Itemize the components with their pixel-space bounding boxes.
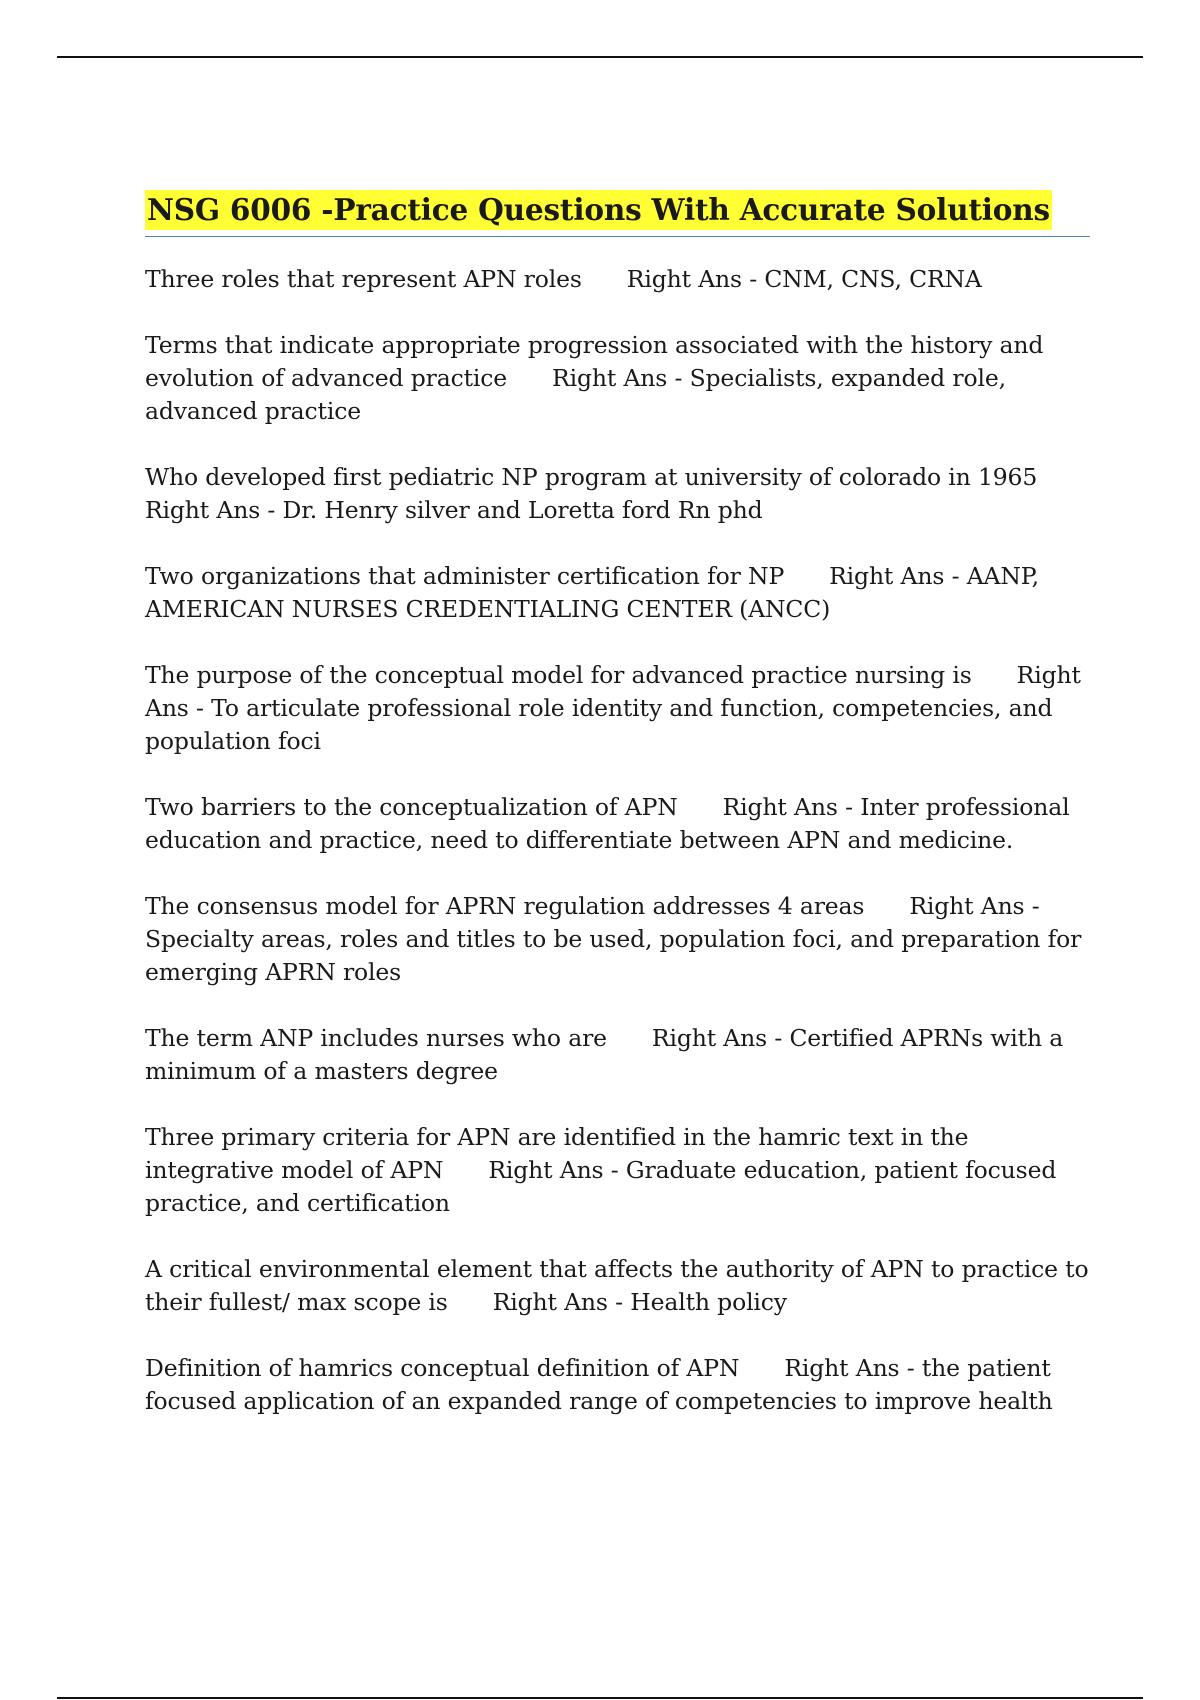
qa-item bbox=[145, 890, 1090, 989]
question-text: Two barriers to the conceptualization of APN bbox=[145, 793, 678, 821]
header-rule bbox=[57, 56, 1143, 58]
answer-text: Right Ans - To articulate professional role identity and function, competencies, and population foci bbox=[145, 661, 1081, 755]
question-text: Three roles that represent APN roles bbox=[145, 265, 582, 293]
qa-item bbox=[145, 1352, 1090, 1418]
qa-item bbox=[145, 1121, 1090, 1220]
document-body bbox=[145, 190, 1090, 1451]
title-block bbox=[145, 190, 1090, 237]
answer-text: Right Ans - Specialists, expanded role, advanced practice bbox=[145, 364, 1006, 425]
question-text: Three primary criteria for APN are identified in the hamric text in the integrative model of APN bbox=[145, 1123, 969, 1184]
answer-text: Right Ans - Dr. Henry silver and Loretta ford Rn phd bbox=[145, 496, 763, 524]
qa-item bbox=[145, 659, 1090, 758]
answer-text: Right Ans - CNM, CNS, CRNA bbox=[626, 265, 982, 293]
qa-item bbox=[145, 329, 1090, 428]
qa-item bbox=[145, 791, 1090, 857]
footer-rule bbox=[57, 1697, 1143, 1699]
question-text: Terms that indicate appropriate progression associated with the history and evolution of advanced practice bbox=[145, 331, 1044, 392]
answer-text: Right Ans - Health policy bbox=[492, 1288, 787, 1316]
qa-item bbox=[145, 560, 1090, 626]
question-text: Who developed first pediatric NP program at university of colorado in 1965 bbox=[145, 463, 1038, 491]
document-title: NSG 6006 -Practice Questions With Accurate Solutions bbox=[145, 190, 1052, 230]
qa-item bbox=[145, 461, 1090, 527]
answer-text: Right Ans - AANP, AMERICAN NURSES CREDENTIALING CENTER (ANCC) bbox=[145, 562, 1039, 623]
answer-text: Right Ans - Specialty areas, roles and titles to be used, population foci, and preparation for emerging APRN roles bbox=[145, 892, 1082, 986]
qa-item bbox=[145, 1022, 1090, 1088]
qa-item bbox=[145, 1253, 1090, 1319]
answer-text: Right Ans - Inter professional education and practice, need to differentiate between APN and medicine. bbox=[145, 793, 1070, 854]
qa-item bbox=[145, 263, 1090, 296]
answer-text: Right Ans - Certified APRNs with a minimum of a masters degree bbox=[145, 1024, 1064, 1085]
question-text: Two organizations that administer certification for NP bbox=[145, 562, 785, 590]
question-text: A critical environmental element that affects the authority of APN to practice to their fullest/ max scope is bbox=[145, 1255, 1089, 1316]
answer-text: Right Ans - Graduate education, patient focused practice, and certification bbox=[145, 1156, 1057, 1217]
question-text: The purpose of the conceptual model for advanced practice nursing is bbox=[145, 661, 972, 689]
question-text: The consensus model for APRN regulation addresses 4 areas bbox=[145, 892, 865, 920]
answer-text: Right Ans - the patient focused application of an expanded range of competencies to improve health bbox=[145, 1354, 1053, 1415]
question-text: The term ANP includes nurses who are bbox=[145, 1024, 607, 1052]
question-text: Definition of hamrics conceptual definition of APN bbox=[145, 1354, 740, 1382]
